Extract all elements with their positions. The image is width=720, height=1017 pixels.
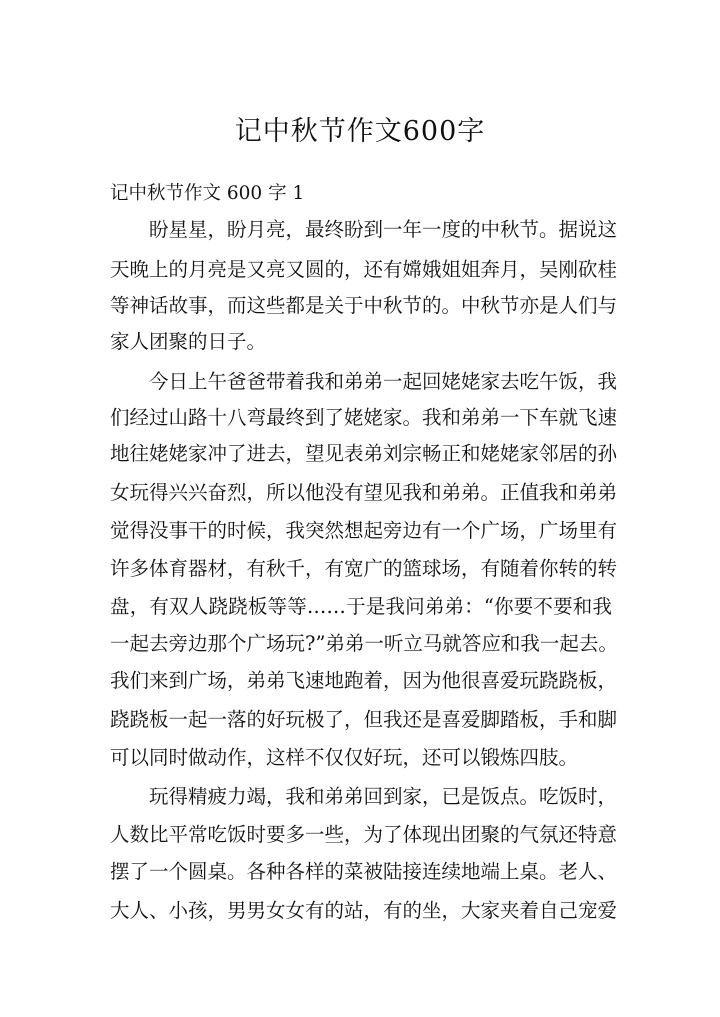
paragraph-line: 天晚上的月亮是又亮又圆的，还有嫦娥姐姐奔月，吴刚砍桂 <box>110 258 618 281</box>
paragraph-line: 盘，有双人跷跷板等等……于是我问弟弟：“你要不要和我 <box>110 595 612 618</box>
paragraph-line: 家人团聚的日子。 <box>110 330 267 353</box>
essay-heading: 记中秋节作文 600 字 1 <box>110 183 305 204</box>
document-title: 记中秋节作文600字 <box>234 116 486 147</box>
paragraph-line: 们经过山路十八弯最终到了姥姥家。我和弟弟一下车就飞速 <box>110 406 618 429</box>
paragraph-line: 地往姥姥家冲了进去，望见表弟刘宗畅正和姥姥家邻居的孙 <box>110 442 618 465</box>
paragraph-line: 一起去旁边那个广场玩?”弟弟一听立马就答应和我一起去。 <box>110 632 618 655</box>
paragraph-line: 盼星星，盼月亮，最终盼到一年一度的中秋节。据说这 <box>149 218 618 241</box>
paragraph-line: 女玩得兴兴奋烈，所以他没有望见我和弟弟。正值我和弟弟 <box>110 481 618 504</box>
paragraph-line: 我们来到广场，弟弟飞速地跑着，因为他很喜爱玩跷跷板， <box>110 669 618 692</box>
paragraph-line: 今日上午爸爸带着我和弟弟一起回姥姥家去吃午饭，我 <box>149 370 618 393</box>
paragraph-line: 觉得没事干的时候，我突然想起旁边有一个广场，广场里有 <box>110 519 618 542</box>
paragraph-line: 玩得精疲力竭，我和弟弟回到家，已是饭点。吃饭时， <box>149 785 618 808</box>
paragraph-line: 摆了一个圆桌。各种各样的菜被陆接连续地端上桌。老人、 <box>110 860 618 883</box>
paragraph-line: 跷跷板一起一落的好玩极了，但我还是喜爱脚踏板，手和脚 <box>110 708 618 731</box>
paragraph-line: 大人、小孩，男男女女有的站，有的坐，大家夹着自己宠爱 <box>110 899 618 922</box>
paragraph-line: 可以同时做动作，这样不仅仅好玩，还可以锻炼四肢。 <box>110 746 579 769</box>
paragraph-line: 许多体育器材，有秋千，有宽广的篮球场，有随着你转的转 <box>110 557 618 580</box>
paragraph-line: 人数比平常吃饭时要多一些，为了体现出团聚的气氛还特意 <box>110 823 618 846</box>
paragraph-line: 等神话故事，而这些都是关于中秋节的。中秋节亦是人们与 <box>110 294 618 317</box>
